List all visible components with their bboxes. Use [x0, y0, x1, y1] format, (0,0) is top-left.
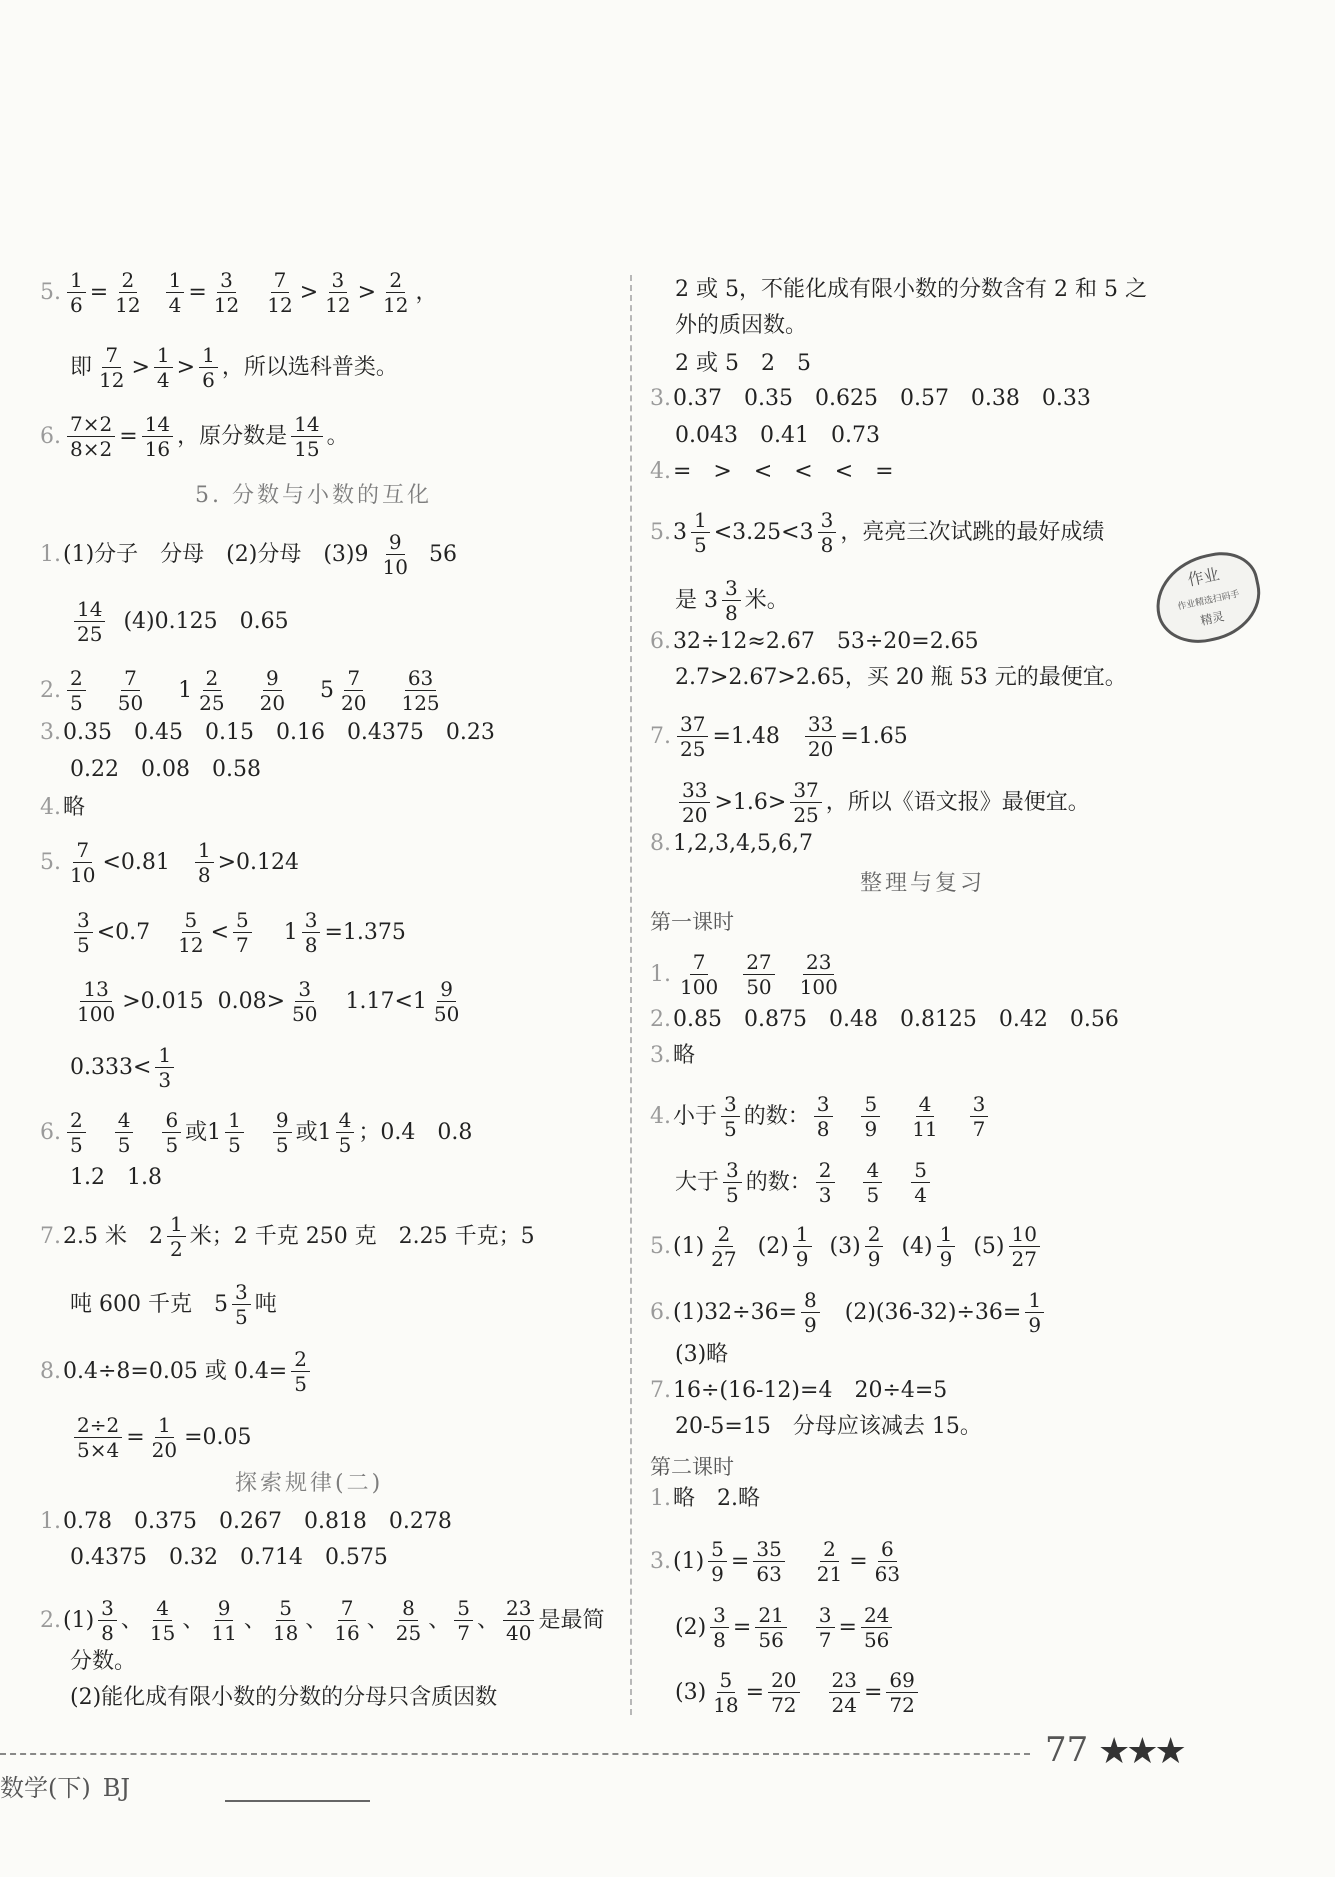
left-q5-line1: 5. $\frac{1}{6}$ = $\frac{2}{12}$ $\frac{1}{4}$ = $\frac{3}{12}$ $\frac{7}{12}$ > $\frac{3}{12}$ > $\frac{2}{12}$ ，: [40, 268, 438, 317]
star-rating-icon: ★★★: [1098, 1731, 1183, 1772]
right-p6-line2: (3)略: [675, 1342, 729, 1367]
left-q6: 6. $\frac{7\times 2}{8\times 2}$ = $\frac{14}{16}$ ，原分数是 $\frac{14}{15}$ 。: [40, 412, 349, 461]
left-t1-line2: 0.4375 0.32 0.714 0.575: [70, 1545, 388, 1570]
left-s2: 2. $\frac{2}{5}$ $\frac{7}{50}$ 1 $\frac{2}{25}$ $\frac{9}{20}$ 5 $\frac{7}{20}$ $\frac{63}{125}$: [40, 666, 440, 715]
homework-stamp-logo: 作业 作业精选扫码手 精灵: [1147, 545, 1269, 651]
right-q6-line2: 2.7>2.67>2.65，买 20 瓶 53 元的最便宜。: [675, 665, 1127, 690]
column-divider: [630, 275, 632, 1715]
right-p7-line2: 20-5=15 分母应该减去 15。: [675, 1414, 982, 1439]
right-l1: 1. 略 2.略: [650, 1486, 760, 1511]
footer-underline: [225, 1800, 370, 1802]
left-s3-line2: 0.22 0.08 0.58: [70, 757, 261, 782]
right-q7-line2: $\frac{33}{20}$ >1.6> $\frac{37}{25}$ ，所以《语文报》最便宜。: [675, 778, 1090, 827]
right-p4-line1: 4. 小于 $\frac{3}{5}$ 的数： $\frac{3}{8}$ $\frac{5}{9}$ $\frac{4}{11}$ $\frac{3}{7}$: [650, 1092, 992, 1141]
right-q5-line1: 5. 3 $\frac{1}{5}$ <3.25<3 $\frac{3}{8}$ ，亮亮三次试跳的最好成绩: [650, 508, 1105, 557]
left-s3-line1: 3. 0.35 0.45 0.15 0.16 0.4375 0.23: [40, 720, 495, 745]
left-s7-line1: 7. 2.5 米 2 $\frac{1}{2}$ 米；2 千克 250 克 2.25 千克；5: [40, 1212, 535, 1261]
left-q5-line2: 即 $\frac{7}{12}$ > $\frac{1}{4}$ > $\frac{1}{6}$ ，所以选科普类。: [70, 343, 398, 392]
left-s1-line1: 1. (1)分子 分母 (2)分母 (3)9 $\frac{9}{10}$ 56: [40, 530, 457, 579]
right-q7-line1: 7. $\frac{37}{25}$ =1.48 $\frac{33}{20}$ =1.65: [650, 712, 908, 761]
footer-dashed-line: [0, 1753, 1030, 1755]
left-s1-line2: $\frac{14}{25}$ (4)0.125 0.65: [70, 597, 289, 646]
section-title-2: 探索规律(二): [235, 1471, 384, 1496]
left-s8-line2: $\frac{2\div 2}{5\times 4}$ = $\frac{1}{20}$ =0.05: [70, 1413, 252, 1462]
page-number: 77: [1045, 1730, 1089, 1770]
right-p1: 1. $\frac{7}{100}$ $\frac{27}{50}$ $\frac{23}{100}$: [650, 950, 838, 999]
right-p5: 5. (1) $\frac{2}{27}$ (2) $\frac{1}{9}$ (3) $\frac{2}{9}$ (4) $\frac{1}{9}$ (5) $\frac{10}{27}$: [650, 1222, 1044, 1271]
lesson-2-heading: 第二课时: [650, 1455, 734, 1479]
right-q3-line1: 3. 0.37 0.35 0.625 0.57 0.38 0.33: [650, 386, 1091, 411]
section-title: 5. 分数与小数的互化: [195, 483, 432, 508]
fraction: $\frac{1}{6}$: [67, 268, 86, 317]
left-t1-line1: 1. 0.78 0.375 0.267 0.818 0.278: [40, 1509, 452, 1534]
left-s8-line1: 8. 0.4÷8=0.05 或 0.4= $\frac{2}{5}$: [40, 1347, 314, 1396]
section-title-review: 整理与复习: [860, 871, 986, 896]
right-p6-line1: 6. (1)32÷36= $\frac{8}{9}$ (2)(36-32)÷36= $\frac{1}{9}$: [650, 1288, 1048, 1337]
left-s5-line2: $\frac{3}{5}$ <0.7 $\frac{5}{12}$ < $\frac{5}{7}$ 1 $\frac{3}{8}$ =1.375: [70, 908, 406, 957]
left-s5-line1: 5. $\frac{7}{10}$ <0.81 $\frac{1}{8}$ >0.124: [40, 838, 300, 887]
left-s6-line2: 1.2 1.8: [70, 1165, 162, 1190]
right-l3-line3: (3) $\frac{5}{18}$ = $\frac{20}{72}$ $\frac{23}{24}$ = $\frac{69}{72}$: [675, 1668, 922, 1717]
right-p4-line2: 大于 $\frac{3}{5}$ 的数： $\frac{2}{3}$ $\frac{4}{5}$ $\frac{5}{4}$: [675, 1158, 934, 1207]
right-q6-line1: 6. 32÷12≈2.67 53÷20=2.65: [650, 629, 979, 654]
right-q8: 8. 1,2,3,4,5,6,7: [650, 831, 813, 856]
right-q5-line2: 是 3 $\frac{3}{8}$ 米。: [675, 576, 789, 625]
right-q3-line2: 0.043 0.41 0.73: [675, 423, 880, 448]
left-s6-line1: 6. $\frac{2}{5}$ $\frac{4}{5}$ $\frac{6}{5}$ 或1 $\frac{1}{5}$ $\frac{9}{5}$ 或1 $\frac{4}{5}$ ；0.4 0.8: [40, 1108, 473, 1157]
right-l3-line2: (2) $\frac{3}{8}$ = $\frac{21}{56}$ $\frac{3}{7}$ = $\frac{24}{56}$: [675, 1603, 896, 1652]
right-p7-line1: 7. 16÷(16-12)=4 20÷4=5: [650, 1378, 948, 1403]
right-q4: 4. = > < < < =: [650, 459, 894, 484]
left-t2-line2: 分数。: [70, 1649, 137, 1674]
right-line-2: 外的质因数。: [675, 313, 808, 338]
right-l3-line1: 3. (1) $\frac{5}{9}$ = $\frac{35}{63}$ $\frac{2}{21}$ = $\frac{6}{63}$: [650, 1537, 901, 1586]
right-line-3: 2 或 5 2 5: [675, 351, 811, 376]
right-p2: 2. 0.85 0.875 0.48 0.8125 0.42 0.56: [650, 1007, 1119, 1032]
footer-subject: 数学(下) BJ: [0, 1774, 130, 1802]
left-t2-line1: 2. (1) $\frac{3}{8}$ 、 $\frac{4}{15}$ 、 $\frac{9}{11}$ 、 $\frac{5}{18}$ 、 $\frac{7}{16}$ 、 $\frac{8}{25}$ 、 $\frac{5}{7}$ 、 $\frac{23}{40}$ 是最简: [40, 1596, 605, 1645]
lesson-1-heading: 第一课时: [650, 910, 734, 934]
right-line-1: 2 或 5，不能化成有限小数的分数含有 2 和 5 之: [675, 277, 1147, 302]
left-s5-line4: 0.333< $\frac{1}{3}$: [70, 1043, 178, 1092]
left-s5-line3: $\frac{13}{100}$ >0.015 0.08> $\frac{3}{50}$ 1.17<1 $\frac{9}{50}$: [77, 977, 460, 1026]
left-t2-line3: (2)能化成有限小数的分数的分母只含质因数: [70, 1685, 498, 1710]
left-s4: 4. 略: [40, 795, 86, 820]
right-p3: 3. 略: [650, 1043, 696, 1068]
left-s7-line2: 吨 600 千克 5 $\frac{3}{5}$ 吨: [70, 1280, 277, 1329]
